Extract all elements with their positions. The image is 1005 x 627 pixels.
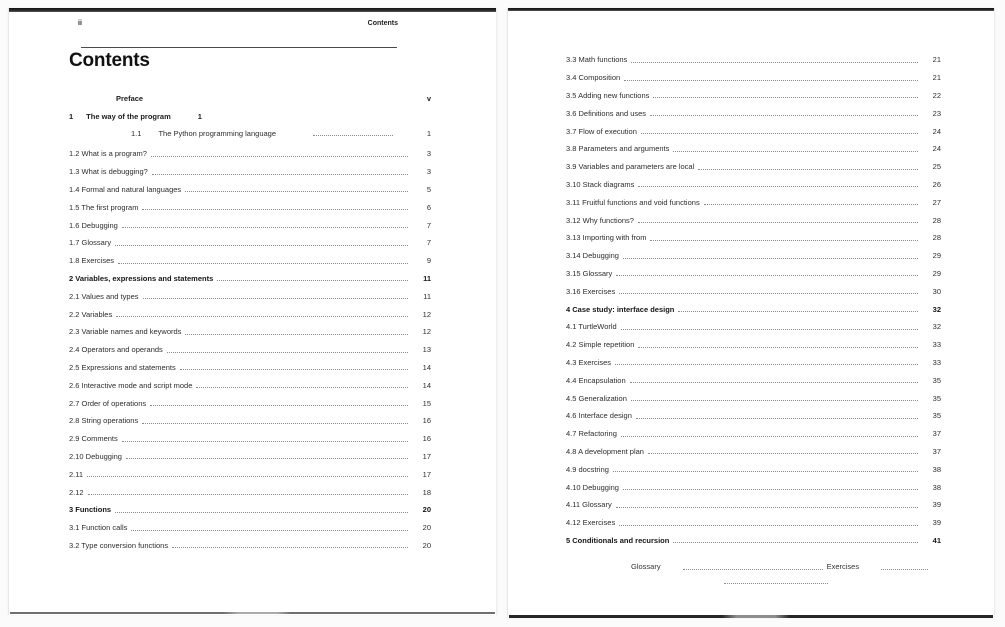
toc-entry-page-number: 27 <box>932 197 941 207</box>
dot-leader <box>118 262 408 264</box>
toc-entry-label: 2 Variables, expressions and statements <box>69 273 214 283</box>
dot-leader <box>115 511 408 513</box>
footer-dots-line <box>724 580 828 582</box>
toc-entry <box>69 501 431 519</box>
toc-entry-label: 1.3 What is debugging? <box>69 167 148 177</box>
toc-entry-page-number: 23 <box>932 108 941 118</box>
dot-leader <box>636 417 918 419</box>
chapter-number: 1 <box>69 112 74 121</box>
dot-leader <box>126 457 408 459</box>
toc-entry-page-number: 6 <box>426 202 431 212</box>
dot-leader <box>88 493 408 495</box>
toc-entry-page-number: 37 <box>932 446 941 456</box>
toc-entry-page-number: 29 <box>932 251 941 261</box>
dot-leader <box>678 310 918 312</box>
dot-leader <box>615 363 918 365</box>
preface-page-number: v <box>426 94 431 103</box>
dot-leader <box>122 440 408 442</box>
toc-entry <box>69 430 431 448</box>
toc-entry <box>69 305 431 323</box>
dot-leader <box>621 328 918 330</box>
toc-entry <box>566 371 941 389</box>
toc-entry <box>566 229 941 247</box>
toc-entry <box>69 483 431 501</box>
toc-entry-label: 3.9 Variables and parameters are local <box>566 162 695 172</box>
dot-leader <box>704 203 918 205</box>
toc-entry-page-number: 7 <box>426 238 431 248</box>
dot-leader <box>616 506 918 508</box>
toc-entry-label: 3.5 Adding new functions <box>566 90 650 100</box>
toc-entry-page-number: 32 <box>932 322 941 332</box>
toc-entry-label: 3.12 Why functions? <box>566 215 634 225</box>
toc-entry <box>69 519 431 537</box>
toc-entry <box>69 145 431 163</box>
toc-entry-page-number: 3 <box>426 149 431 159</box>
dot-leader <box>313 134 393 136</box>
toc-entry-page-number: 37 <box>932 429 941 439</box>
toc-entry <box>566 532 941 550</box>
toc-entry-page-number: 20 <box>422 505 431 515</box>
toc-entry <box>566 247 941 265</box>
page-bottom-edge <box>10 612 495 614</box>
toc-entry-page-number: 21 <box>932 73 941 83</box>
toc-entry-page-number: 17 <box>422 451 431 461</box>
toc-entry-label: 2.9 Comments <box>69 434 118 444</box>
toc-entry-preface <box>69 94 431 103</box>
dot-leader <box>185 190 408 192</box>
toc-entry-page-number: 35 <box>932 375 941 385</box>
toc-entry <box>566 122 941 140</box>
toc-entry <box>69 198 431 216</box>
toc-entry-label: 1.7 Glossary <box>69 238 112 248</box>
toc-entry-label: 3.11 Fruitful functions and void functions <box>566 197 700 207</box>
glossary-label: Glossary <box>631 562 661 571</box>
toc-entry-label: 3 Functions <box>69 505 112 515</box>
toc-entry <box>566 158 941 176</box>
toc-entry <box>566 389 941 407</box>
toc-entry-label: 2.3 Variable names and keywords <box>69 327 182 337</box>
dot-leader <box>673 541 918 543</box>
dot-leader <box>630 381 918 383</box>
toc-entry <box>566 140 941 158</box>
toc-entry <box>566 176 941 194</box>
toc-entry-page-number: 33 <box>932 357 941 367</box>
section-number: 1.1 <box>131 129 142 138</box>
toc-entry <box>69 216 431 234</box>
toc-entry-label: 3.3 Math functions <box>566 55 628 65</box>
toc-entry-label: 3.6 Definitions and uses <box>566 108 647 118</box>
dot-leader <box>624 79 918 81</box>
dot-leader <box>616 274 918 276</box>
dot-leader <box>641 132 918 134</box>
toc-entry-label: 2.8 String operations <box>69 416 139 426</box>
toc-entry-label: 4.5 Generalization <box>566 393 627 403</box>
toc-entry-label: 2.1 Values and types <box>69 291 139 301</box>
toc-entry-page-number: 7 <box>426 220 431 230</box>
dot-leader <box>115 244 408 246</box>
page-right <box>507 8 995 618</box>
dot-leader <box>683 568 823 570</box>
toc-entry <box>566 87 941 105</box>
toc-entry-page-number: 35 <box>932 411 941 421</box>
dot-leader <box>185 333 408 335</box>
toc-entry-label: 3.8 Parameters and arguments <box>566 144 670 154</box>
toc-entry-page-number: 11 <box>423 273 431 283</box>
toc-entry <box>69 537 431 555</box>
toc-entry-page-number: 39 <box>932 500 941 510</box>
dot-leader <box>698 168 918 170</box>
toc-entry-page-number: 24 <box>932 126 941 136</box>
dot-leader <box>122 226 408 228</box>
toc-entry <box>566 336 941 354</box>
dot-leader <box>650 239 918 241</box>
toc-entry-page-number: 38 <box>932 482 941 492</box>
running-header-title: Contents <box>367 20 398 27</box>
dot-leader <box>116 315 408 317</box>
toc-entry-page-number: 14 <box>422 380 431 390</box>
exercises-label: Exercises <box>826 562 860 571</box>
toc-entry-page-number: 22 <box>932 90 941 100</box>
toc-entry-page-number: 17 <box>422 469 431 479</box>
toc-entry-page-number: 33 <box>932 340 941 350</box>
toc-entry-label: 4.11 Glossary <box>566 500 612 510</box>
toc-entry-page-number: 35 <box>932 393 941 403</box>
toc-entries-left <box>69 145 431 554</box>
toc-entry-page-number: 14 <box>422 362 431 372</box>
toc-entry <box>566 460 941 478</box>
toc-entry <box>566 443 941 461</box>
dot-leader <box>196 386 408 388</box>
toc-entry-label: 3.10 Stack diagrams <box>566 179 635 189</box>
contents-title: Contents <box>69 50 150 71</box>
dot-leader <box>724 582 828 584</box>
dot-leader <box>638 221 918 223</box>
toc-entry-label: 3.1 Function calls <box>69 523 128 533</box>
toc-entry-label: 1.6 Debugging <box>69 220 118 230</box>
dot-leader <box>167 351 408 353</box>
toc-entry-label: 3.4 Composition <box>566 73 621 83</box>
dot-leader <box>623 488 918 490</box>
toc-entry <box>69 252 431 270</box>
toc-entry-page-number: 25 <box>932 162 941 172</box>
toc-entry-label: 4.1 TurtleWorld <box>566 322 617 332</box>
toc-entry <box>566 104 941 122</box>
toc-entry <box>566 282 941 300</box>
toc-entry-page-number: 24 <box>932 144 941 154</box>
toc-entry-page-number: 13 <box>422 345 431 355</box>
toc-entry-page-number: 5 <box>426 184 431 194</box>
toc-entry <box>566 354 941 372</box>
toc-entry-label: 2.10 Debugging <box>69 451 122 461</box>
chapter-page-number: 1 <box>197 112 202 121</box>
toc-entry-label: 4.2 Simple repetition <box>566 340 635 350</box>
toc-entry <box>566 69 941 87</box>
dot-leader <box>150 404 408 406</box>
toc-entry-page-number: 28 <box>932 233 941 243</box>
dot-leader <box>623 257 918 259</box>
toc-entry-page-number: 11 <box>423 291 431 301</box>
toc-entry <box>69 234 431 252</box>
header-rule <box>81 47 397 48</box>
dot-leader <box>143 297 409 299</box>
toc-entry-label: 4.3 Exercises <box>566 357 612 367</box>
toc-entry-label: 2.11 <box>69 469 84 479</box>
toc-entry <box>566 211 941 229</box>
toc-entry <box>69 465 431 483</box>
toc-entry-label: 2.4 Operators and operands <box>69 345 163 355</box>
dot-leader <box>619 524 918 526</box>
dot-leader <box>142 422 408 424</box>
dot-leader <box>673 150 918 152</box>
toc-entry <box>69 448 431 466</box>
toc-entry-page-number: 28 <box>932 215 941 225</box>
toc-entry-label: 4.8 A development plan <box>566 446 644 456</box>
toc-entry <box>69 376 431 394</box>
toc-entry-page-number: 26 <box>932 179 941 189</box>
toc-entry-page-number: 20 <box>422 540 431 550</box>
toc-entry-label: 1.5 The first program <box>69 202 139 212</box>
toc-entry-label: 4.7 Refactoring <box>566 429 617 439</box>
toc-entry-label: 1.4 Formal and natural languages <box>69 184 182 194</box>
toc-entry <box>566 318 941 336</box>
toc-entry-page-number: 41 <box>932 535 941 545</box>
dot-leader <box>621 435 918 437</box>
toc-entry <box>69 412 431 430</box>
toc-entry-label: 1.2 What is a program? <box>69 149 147 159</box>
dot-leader <box>87 475 408 477</box>
toc-entry-label: 2.12 <box>69 487 84 497</box>
toc-entry-label: 2.7 Order of operations <box>69 398 147 408</box>
toc-entry-label: 4.6 Interface design <box>566 411 632 421</box>
dot-leader <box>142 208 408 210</box>
toc-entry-page-number: 12 <box>422 309 431 319</box>
toc-entry <box>566 514 941 532</box>
dot-leader <box>180 368 408 370</box>
toc-entry-page-number: 16 <box>422 434 431 444</box>
dot-leader <box>638 185 918 187</box>
section-label: The Python programming language <box>158 129 277 138</box>
toc-entry-page-number: 18 <box>422 487 431 497</box>
dot-leader <box>881 568 928 570</box>
toc-entry-page-number: 12 <box>422 327 431 337</box>
toc-entry-chapter-1 <box>69 112 202 121</box>
chapter-label: The way of the program <box>86 112 171 121</box>
toc-entry <box>69 359 431 377</box>
toc-entry-page-number: 20 <box>422 523 431 533</box>
toc-entry-label: 3.13 Importing with from <box>566 233 647 243</box>
toc-entry-page-number: 29 <box>932 268 941 278</box>
toc-entry <box>69 394 431 412</box>
toc-entry <box>69 287 431 305</box>
toc-entry-label: 4.4 Encapsulation <box>566 375 626 385</box>
dot-leader <box>152 173 408 175</box>
toc-entry <box>566 425 941 443</box>
toc-entry-page-number: 16 <box>422 416 431 426</box>
toc-entry-page-number: 3 <box>426 167 431 177</box>
toc-entry-label: 3.15 Glossary <box>566 268 613 278</box>
toc-entry-label: 3.16 Exercises <box>566 286 616 296</box>
toc-entry <box>566 265 941 283</box>
preface-label: Preface <box>116 94 144 103</box>
toc-entry <box>69 270 431 288</box>
toc-entry-label: 2.6 Interactive mode and script mode <box>69 380 193 390</box>
page-top-edge <box>508 8 994 11</box>
toc-entry-label: 4.10 Debugging <box>566 482 619 492</box>
toc-entry-page-number: 21 <box>932 55 941 65</box>
toc-entry-label: 5 Conditionals and recursion <box>566 535 670 545</box>
toc-entry-page-number: 30 <box>932 286 941 296</box>
toc-entry-page-number: 32 <box>932 304 941 314</box>
toc-entry-page-number: 15 <box>422 398 431 408</box>
toc-entry <box>566 407 941 425</box>
toc-entry-label: 2.2 Variables <box>69 309 113 319</box>
page-left <box>8 8 497 615</box>
toc-entry-1-1 <box>131 129 431 138</box>
toc-entry-label: 3.14 Debugging <box>566 251 619 261</box>
dot-leader <box>131 529 408 531</box>
dot-leader <box>151 155 408 157</box>
dot-leader <box>648 452 918 454</box>
toc-entry-label: 1.8 Exercises <box>69 256 115 266</box>
toc-entry-label: 4 Case study: interface design <box>566 304 675 314</box>
running-header <box>78 20 398 27</box>
dot-leader <box>613 470 918 472</box>
page-bottom-edge <box>509 615 993 618</box>
toc-entry <box>566 300 941 318</box>
toc-entry-label: 2.5 Expressions and statements <box>69 362 176 372</box>
toc-entries-right <box>566 51 941 549</box>
folio-number: ii <box>78 20 82 27</box>
toc-entry <box>566 478 941 496</box>
dot-leader <box>631 399 918 401</box>
dot-leader <box>653 96 918 98</box>
dot-leader <box>650 114 918 116</box>
dot-leader <box>631 61 918 63</box>
page-top-edge <box>9 8 496 12</box>
toc-entry-label: 3.7 Flow of execution <box>566 126 637 136</box>
toc-entry <box>69 341 431 359</box>
toc-entry-page-number: 38 <box>932 464 941 474</box>
footer-index-line <box>631 562 928 571</box>
toc-entry-page-number: 39 <box>932 518 941 528</box>
toc-entry <box>69 163 431 181</box>
toc-entry <box>69 181 431 199</box>
dot-leader <box>217 279 408 281</box>
toc-entry-label: 3.2 Type conversion functions <box>69 540 169 550</box>
section-page-number: 1 <box>426 129 431 138</box>
dot-leader <box>638 346 918 348</box>
dot-leader <box>172 546 408 548</box>
toc-entry-label: 4.12 Exercises <box>566 518 616 528</box>
toc-entry <box>69 323 431 341</box>
toc-entry <box>566 496 941 514</box>
toc-entry <box>566 51 941 69</box>
toc-entry-page-number: 9 <box>426 256 431 266</box>
toc-entry <box>566 193 941 211</box>
toc-entry-label: 4.9 docstring <box>566 464 609 474</box>
dot-leader <box>619 292 918 294</box>
